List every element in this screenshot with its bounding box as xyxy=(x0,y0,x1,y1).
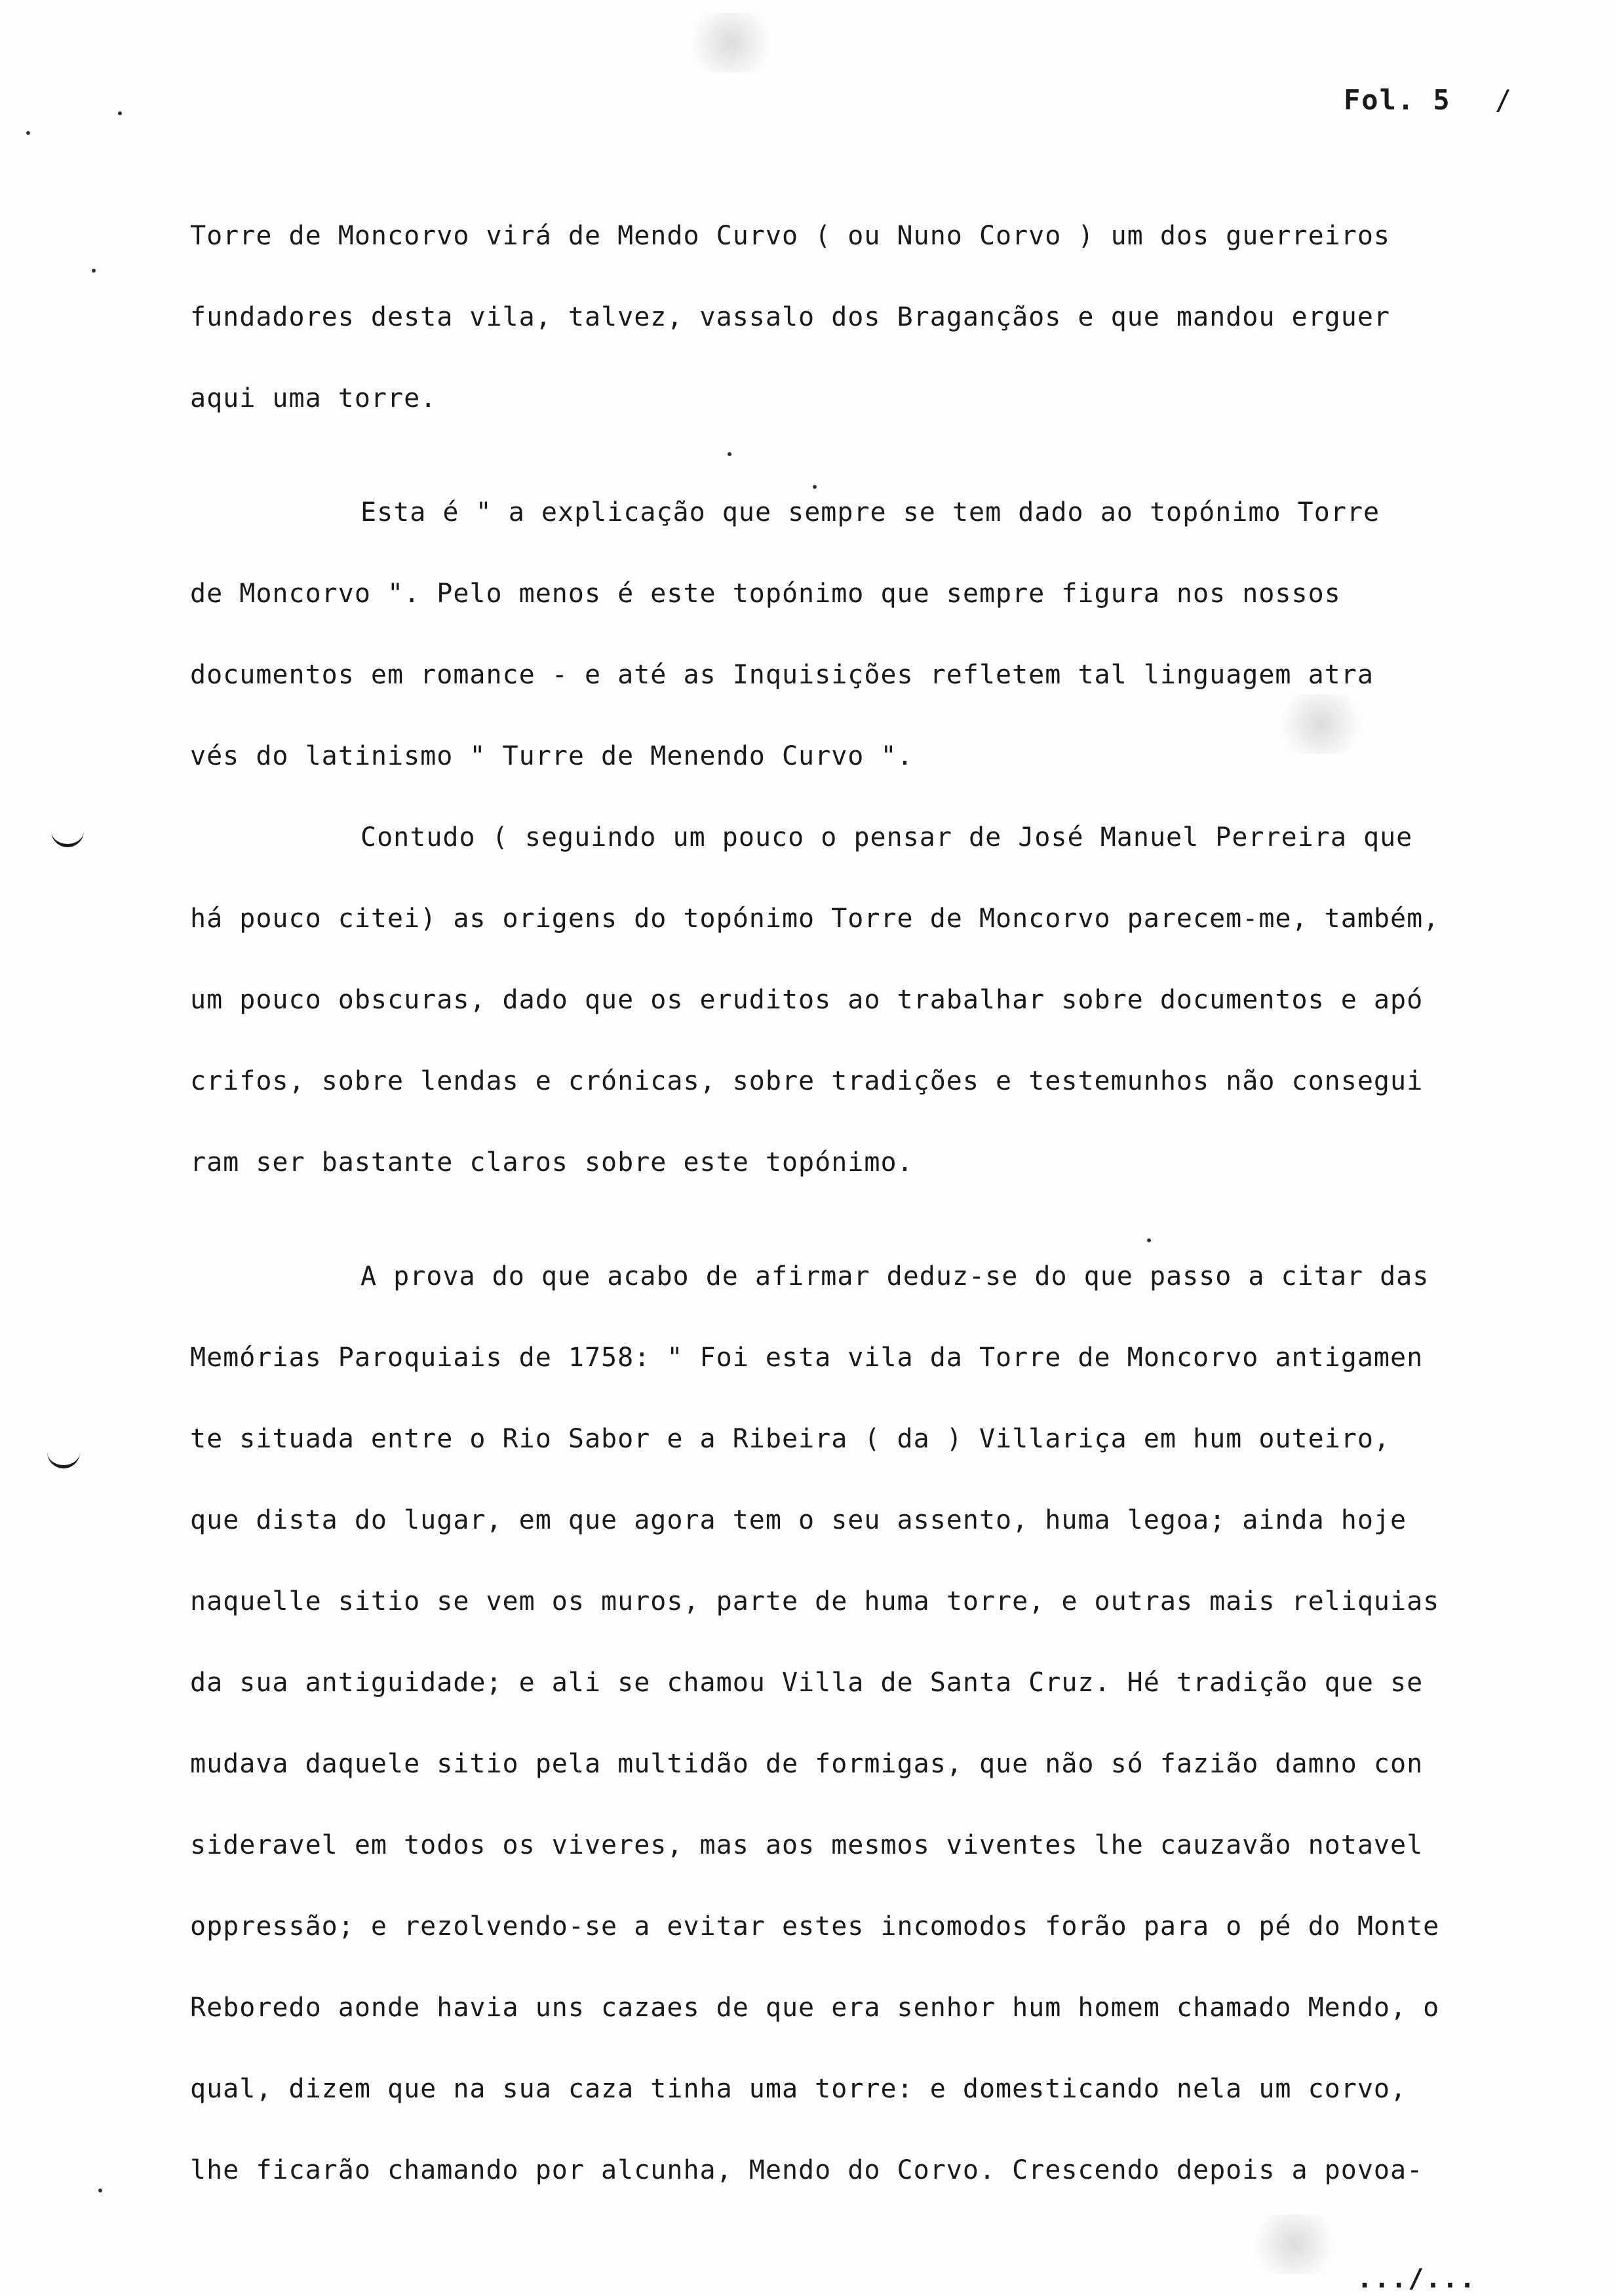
text-line: lhe ficarão chamando por alcunha, Mendo do Corvo. Crescendo depois a povoa- xyxy=(190,2155,1424,2185)
text-line: crifos, sobre lendas e crónicas, sobre tradições e testemunhos não consegui xyxy=(190,1066,1424,1096)
punch-hole-mark xyxy=(51,827,84,847)
text-line: vés do latinismo " Turre de Menendo Curvo ". xyxy=(190,741,914,771)
text-line: de Moncorvo ". Pelo menos é este topónimo que sempre figura nos nossos xyxy=(190,579,1341,609)
scan-speck xyxy=(118,111,122,115)
folio-mark: / xyxy=(1495,84,1513,116)
document-body xyxy=(190,223,1547,2238)
text-line: que dista do lugar, em que agora tem o seu assento, huma legoa; ainda hoje xyxy=(190,1505,1407,1535)
text-line: um pouco obscuras, dado que os eruditos ao trabalhar sobre documentos e apó xyxy=(190,985,1424,1015)
text-line: ram ser bastante claros sobre este topónimo. xyxy=(190,1147,914,1177)
text-line: fundadores desta vila, talvez, vassalo dos Bragançãos e que mandou erguer xyxy=(190,302,1390,332)
text-line: aqui uma torre. xyxy=(190,383,437,413)
text-line: A prova do que acabo de afirmar deduz-se do que passo a citar das xyxy=(360,1261,1430,1292)
text-line: te situada entre o Rio Sabor e a Ribeira ( da ) Villariça em hum outeiro, xyxy=(190,1424,1390,1454)
scan-smudge xyxy=(682,13,780,72)
scan-smudge xyxy=(1272,695,1370,754)
text-line: oppressão; e rezolvendo-se a evitar estes incomodos forão para o pé do Monte xyxy=(190,1911,1440,1942)
folio-number xyxy=(1344,84,1513,116)
text-line: Contudo ( seguindo um pouco o pensar de José Manuel Perreira que xyxy=(360,822,1413,852)
scan-speck xyxy=(26,131,30,135)
scan-speck xyxy=(728,452,731,456)
scan-speck xyxy=(92,269,96,273)
text-line: documentos em romance - e até as Inquisições refletem tal linguagem atra xyxy=(190,660,1374,690)
text-line: sideravel em todos os viveres, mas aos mesmos viventes lhe cauzavão notavel xyxy=(190,1830,1424,1860)
scan-speck xyxy=(813,485,817,489)
text-line: da sua antiguidade; e ali se chamou Villa de Santa Cruz. Hé tradição que se xyxy=(190,1668,1424,1698)
scan-smudge xyxy=(1245,2215,1344,2274)
folio-label: Fol. 5 xyxy=(1344,84,1451,116)
scan-speck xyxy=(98,2189,102,2192)
text-line: naquelle sitio se vem os muros, parte de huma torre, e outras mais reliquias xyxy=(190,1586,1440,1617)
scan-speck xyxy=(1147,1238,1151,1242)
text-line: há pouco citei) as origens do topónimo Torre de Moncorvo parecem-me, também, xyxy=(190,904,1440,934)
text-line: qual, dizem que na sua caza tinha uma torre: e domesticando nela um corvo, xyxy=(190,2074,1407,2104)
text-line: Reboredo aonde havia uns cazaes de que era senhor hum homem chamado Mendo, o xyxy=(190,1993,1440,2023)
text-line: Memórias Paroquiais de 1758: " Foi esta vila da Torre de Moncorvo antigamen xyxy=(190,1343,1424,1373)
text-line: mudava daquele sitio pela multidão de formigas, que não só fazião damno con xyxy=(190,1749,1424,1779)
text-line: Esta é " a explicação que sempre se tem dado ao topónimo Torre xyxy=(360,497,1380,527)
continuation-mark: .../... xyxy=(1357,2264,1477,2294)
punch-hole-mark xyxy=(47,1448,80,1468)
text-line: Torre de Moncorvo virá de Mendo Curvo ( ou Nuno Corvo ) um dos guerreiros xyxy=(190,221,1390,251)
